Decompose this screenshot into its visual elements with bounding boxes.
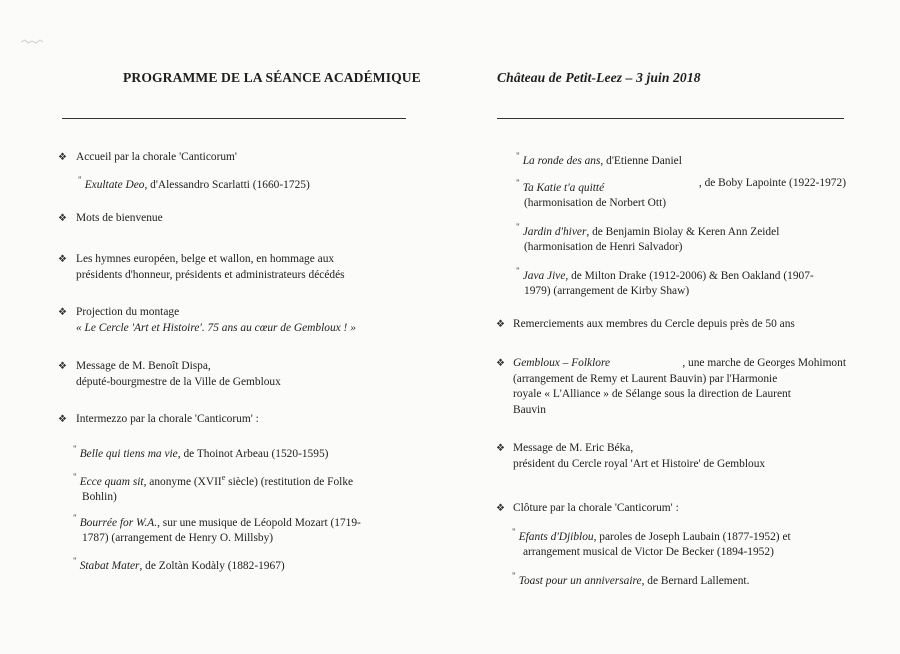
song-title: Ecce quam sit [79, 475, 144, 488]
diamond-bullet-icon: ❖ [58, 361, 67, 372]
diamond-bullet-icon: ❖ [496, 503, 505, 514]
song-credit-line2: Bohlin) [82, 491, 117, 504]
diamond-bullet-icon: ❖ [496, 443, 505, 454]
diamond-bullet-icon: ❖ [58, 213, 67, 224]
song-credit: , paroles de Joseph Laubain (1877-1952) et [593, 530, 791, 543]
item-intermezzo [58, 412, 408, 428]
item-projection-line2: « Le Cercle 'Art et Histoire'. 75 ans au cœur de Gembloux ! » [76, 321, 356, 334]
right-divider [497, 118, 844, 119]
song-credit-line2: 1787) (arrangement de Henry O. Millsby) [82, 532, 274, 545]
song-title: Gembloux – Folklore [513, 357, 611, 369]
song-title: Efants d'Djiblou [518, 530, 594, 543]
song-efants [512, 525, 846, 561]
quote-mark-icon: " [73, 513, 77, 523]
song-credit: , de Benjamin Biolay & Keren Ann Zeidel [586, 225, 780, 238]
diamond-bullet-icon: ❖ [58, 414, 67, 425]
item-message-beka-line2: président du Cercle royal 'Art et Histoire' de Gembloux [513, 457, 766, 470]
song-title: Bourrée for W.A. [79, 516, 158, 529]
left-divider [62, 118, 406, 119]
song-belle [73, 442, 408, 462]
song-credit: , une marche de Georges Mohimont [682, 357, 846, 369]
diamond-bullet-icon: ❖ [58, 254, 67, 265]
song-bourree [73, 511, 408, 547]
song-title: Belle qui tiens ma vie [79, 447, 178, 460]
diamond-bullet-icon: ❖ [58, 307, 67, 318]
item-gembloux-line3: royale « L'Alliance » de Sélange sous la direction de Laurent [513, 388, 791, 400]
song-credit-line2: arrangement musical de Victor De Becker (1894-1952) [523, 546, 774, 559]
item-hymnes-line2: présidents d'honneur, présidents et administrateurs décédés [76, 268, 345, 281]
item-message-beka-line1: Message de M. Eric Béka, [513, 442, 634, 454]
quote-mark-icon: " [78, 175, 82, 185]
song-title: Jardin d'hiver [522, 225, 587, 238]
item-projection [58, 305, 408, 336]
diamond-bullet-icon: ❖ [496, 358, 505, 369]
item-gembloux-folklore [496, 356, 846, 418]
song-stabat [73, 554, 408, 574]
song-ecce [73, 470, 408, 506]
quote-mark-icon: " [512, 527, 516, 537]
quote-mark-icon: " [73, 556, 77, 566]
song-credit: , de Boby Lapointe (1922-1972) [698, 177, 846, 189]
item-cloture [496, 501, 846, 517]
item-intermezzo-text: Intermezzo par la chorale 'Canticorum' : [76, 413, 259, 425]
quote-mark-icon: " [73, 472, 77, 482]
song-exultate [78, 173, 310, 193]
item-hymnes-line1: Les hymnes européen, belge et wallon, en hommage aux [76, 253, 335, 265]
item-bienvenue-text: Mots de bienvenue [76, 212, 163, 224]
item-accueil-text: Accueil par la chorale 'Canticorum' [76, 151, 237, 163]
song-credit: , sur une musique de Léopold Mozart (1719- [157, 516, 361, 529]
song-credit: , de Thoinot Arbeau (1520-1595) [177, 447, 329, 460]
item-message-beka [496, 441, 846, 472]
song-title: Toast pour un anniversaire [518, 574, 642, 587]
song-ronde [516, 149, 846, 169]
quote-mark-icon: " [512, 571, 516, 581]
item-message-dispa-line2: député-bourgmestre de la Ville de Gembloux [76, 375, 281, 388]
diamond-bullet-icon: ❖ [58, 152, 67, 163]
song-katie [516, 176, 846, 212]
item-gembloux-line4: Bauvin [513, 403, 546, 416]
song-credit: , d'Alessandro Scarlatti (1660-1725) [144, 178, 310, 191]
song-credit-line2: (harmonisation de Henri Salvador) [524, 241, 683, 254]
quote-mark-icon: " [516, 178, 520, 188]
item-hymnes [58, 252, 408, 283]
venue-date-title: Château de Petit-Leez – 3 juin 2018 [497, 70, 701, 85]
item-bienvenue [58, 211, 408, 227]
song-jardin [516, 220, 846, 256]
quote-mark-icon: " [73, 444, 77, 454]
song-title: Exultate Deo [84, 178, 145, 191]
song-credit-line2: 1979) (arrangement de Kirby Shaw) [524, 285, 690, 298]
song-title: Stabat Mater [79, 559, 140, 572]
quote-mark-icon: " [516, 266, 520, 276]
scan-speck [20, 38, 44, 46]
item-accueil [58, 150, 408, 166]
item-message-dispa-line1: Message de M. Benoît Dispa, [76, 360, 211, 372]
item-projection-line1: Projection du montage [76, 306, 180, 318]
item-remerciements [496, 317, 846, 333]
song-title: Ta Katie t'a quitté [522, 181, 605, 194]
diamond-bullet-icon: ❖ [496, 319, 505, 330]
song-title: La ronde des ans [522, 154, 601, 167]
quote-mark-icon: " [516, 222, 520, 232]
song-credit: , d'Etienne Daniel [600, 154, 682, 167]
item-cloture-text: Clôture par la chorale 'Canticorum' : [513, 502, 679, 514]
century-superscript: e [221, 473, 226, 482]
song-title: Java Jive [522, 269, 566, 282]
song-credit-line2: (harmonisation de Norbert Ott) [524, 197, 667, 210]
song-toast [512, 569, 846, 589]
song-credit-cont: siècle) (restitution de Folke [225, 475, 354, 488]
item-gembloux-line2: (arrangement de Remy et Laurent Bauvin) par l'Harmonie [513, 372, 778, 385]
item-remerciements-text: Remerciements aux membres du Cercle depuis près de 50 ans [513, 318, 795, 330]
song-credit: , de Bernard Lallement. [641, 574, 750, 587]
song-credit: , anonyme (XVII [143, 475, 222, 488]
programme-title: PROGRAMME DE LA SÉANCE ACADÉMIQUE [123, 70, 421, 85]
song-credit: , de Zoltàn Kodàly (1882-1967) [139, 559, 285, 572]
song-credit: , de Milton Drake (1912-2006) & Ben Oakland (1907- [565, 269, 814, 282]
item-message-dispa [58, 359, 408, 390]
song-java [516, 264, 846, 300]
quote-mark-icon: " [516, 151, 520, 161]
